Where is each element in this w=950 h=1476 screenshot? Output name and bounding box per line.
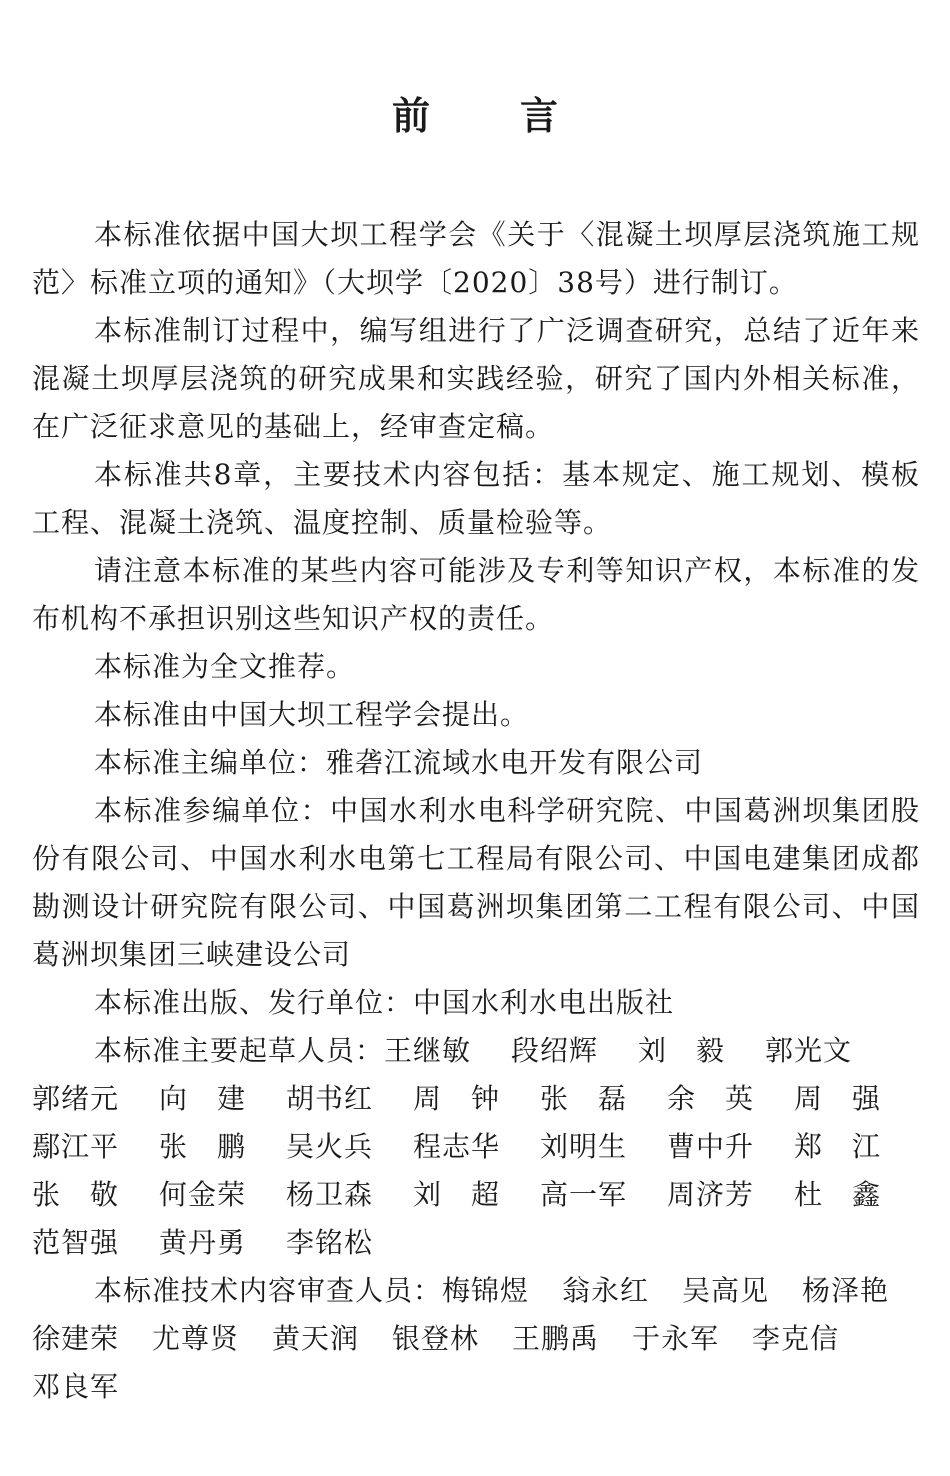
drafter-name: 李铭松 [286, 1226, 374, 1259]
reviewer-name: 翁永红 [562, 1274, 650, 1307]
reviewers-line-3 [32, 1363, 920, 1411]
paragraph-proposer: 本标准由中国大坝工程学会提出。 [94, 698, 530, 731]
drafter-name: 刘 毅 [638, 1034, 726, 1067]
drafter-name: 吴火兵 [286, 1130, 374, 1163]
paragraph-publisher: 本标准出版、发行单位：中国水利水电出版社 [94, 986, 675, 1019]
reviewer-name: 梅锦煜 [442, 1274, 530, 1307]
reviewer-name: 杨泽艳 [802, 1274, 890, 1307]
drafter-name: 周 钟 [413, 1082, 501, 1115]
drafter-name: 郭绪元 [32, 1082, 120, 1115]
reviewer-name: 黄天润 [272, 1322, 360, 1355]
drafter-name: 何金荣 [159, 1178, 247, 1211]
paragraph-basis: 本标准依据中国大坝工程学会《关于〈混凝土坝厚层浇筑施工规范〉标准立项的通知》（大坝学〔2020〕38号）进行制订。 [32, 218, 920, 299]
drafter-name: 高一军 [540, 1178, 628, 1211]
drafter-name: 周 强 [794, 1082, 882, 1115]
drafter-name: 杨卫森 [286, 1178, 374, 1211]
paragraph-contents: 本标准共8章，主要技术内容包括：基本规定、施工规划、模板工程、混凝土浇筑、温度控制、质量检验等。 [32, 458, 920, 539]
reviewer-name: 吴高见 [682, 1274, 770, 1307]
drafter-name: 郑 江 [794, 1130, 882, 1163]
drafter-name: 张 敬 [32, 1178, 120, 1211]
drafter-name: 范智强 [32, 1226, 120, 1259]
reviewers-line-2 [32, 1315, 920, 1363]
reviewer-name: 银登林 [392, 1322, 480, 1355]
reviewer-name: 邓良军 [32, 1370, 120, 1403]
drafter-name: 张 磊 [540, 1082, 628, 1115]
drafter-name: 向 建 [159, 1082, 247, 1115]
paragraph-recommendation: 本标准为全文推荐。 [94, 650, 356, 683]
paragraph-participants: 本标准参编单位：中国水利水电科学研究院、中国葛洲坝集团股份有限公司、中国水利水电第七工程局有限公司、中国电建集团成都勘测设计研究院有限公司、中国葛洲坝集团第二工程有限公司、中国葛洲坝集团三峡建设公司 [32, 794, 920, 971]
drafters-line-4 [32, 1171, 920, 1219]
drafters-line-3 [32, 1123, 920, 1171]
reviewers-line-1 [32, 1267, 920, 1315]
page-title: 前言 [391, 94, 648, 138]
drafters-line-5 [32, 1219, 920, 1267]
drafter-name: 刘 超 [413, 1178, 501, 1211]
foreword-body [32, 211, 920, 1411]
drafter-name: 余 英 [667, 1082, 755, 1115]
reviewers-label: 本标准技术内容审查人员： [94, 1274, 443, 1307]
drafter-name: 黄丹勇 [159, 1226, 247, 1259]
drafter-name: 王继敏 [384, 1034, 472, 1067]
reviewer-name: 徐建荣 [32, 1322, 120, 1355]
drafter-name: 刘明生 [540, 1130, 628, 1163]
drafter-name: 杜 鑫 [794, 1178, 882, 1211]
reviewer-name: 王鹏禹 [512, 1322, 600, 1355]
drafter-name: 曹中升 [667, 1130, 755, 1163]
drafter-name: 周济芳 [667, 1178, 755, 1211]
drafters-line-2 [32, 1075, 920, 1123]
drafter-name: 胡书红 [286, 1082, 374, 1115]
drafter-name: 鄢江平 [32, 1130, 120, 1163]
drafter-name: 段绍辉 [511, 1034, 599, 1067]
paragraph-process: 本标准制订过程中，编写组进行了广泛调查研究，总结了近年来混凝土坝厚层浇筑的研究成果和实践经验，研究了国内外相关标准，在广泛征求意见的基础上，经审查定稿。 [32, 314, 920, 443]
drafter-name: 程志华 [413, 1130, 501, 1163]
reviewer-name: 于永军 [632, 1322, 720, 1355]
drafters-label: 本标准主要起草人员： [94, 1034, 385, 1067]
reviewer-name: 李克信 [752, 1322, 840, 1355]
paragraph-patent: 请注意本标准的某些内容可能涉及专利等知识产权，本标准的发布机构不承担识别这些知识产权的责任。 [32, 554, 920, 635]
drafter-name: 郭光文 [765, 1034, 853, 1067]
drafter-name: 张 鹏 [159, 1130, 247, 1163]
reviewer-name: 尤尊贤 [152, 1322, 240, 1355]
paragraph-chief-editor: 本标准主编单位：雅砻江流域水电开发有限公司 [94, 746, 704, 779]
drafters-line-1 [32, 1027, 920, 1075]
